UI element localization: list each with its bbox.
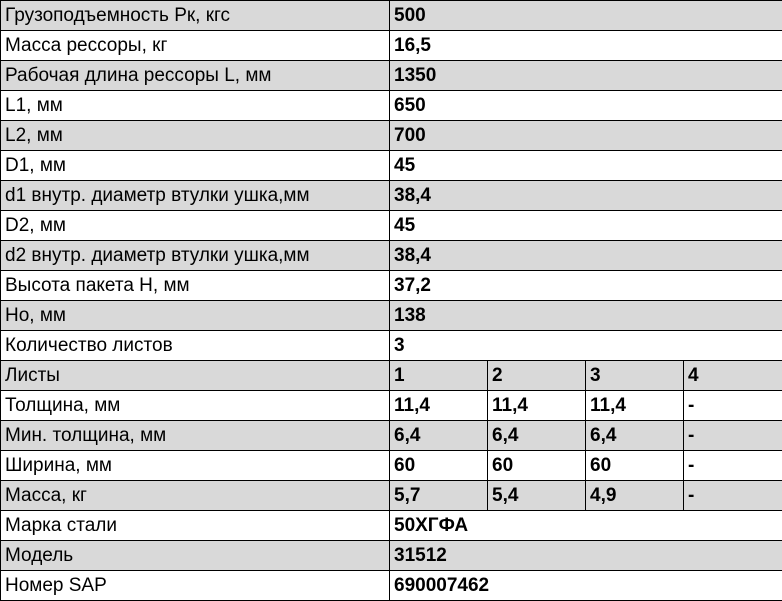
row-value: 45 [390, 211, 782, 241]
table-row [1, 91, 782, 121]
leaf-cell: 60 [586, 451, 684, 481]
leaf-column-header: 4 [684, 361, 782, 391]
leaves-header-row [1, 361, 782, 391]
row-label: Марка стали [1, 511, 390, 541]
row-label: D1, мм [1, 151, 390, 181]
leaf-cell: - [684, 391, 782, 421]
table-row [1, 1, 782, 31]
row-value: 690007462 [390, 571, 782, 601]
row-label: Толщина, мм [1, 391, 390, 421]
leaf-column-header: 1 [390, 361, 488, 391]
leaf-cell: 5,7 [390, 481, 488, 511]
row-label: Грузоподъемность Рк, кгс [1, 1, 390, 31]
row-value: 16,5 [390, 31, 782, 61]
row-label: Модель [1, 541, 390, 571]
leaf-row-min-thickness [1, 421, 782, 451]
leaf-cell: 6,4 [586, 421, 684, 451]
table-row [1, 241, 782, 271]
leaf-cell: 60 [488, 451, 586, 481]
leaf-cell: - [684, 481, 782, 511]
row-value: 3 [390, 331, 782, 361]
table-row [1, 121, 782, 151]
table-row [1, 541, 782, 571]
table-row [1, 331, 782, 361]
leaf-column-header: 2 [488, 361, 586, 391]
leaf-row-mass [1, 481, 782, 511]
leaf-cell: - [684, 421, 782, 451]
row-label: Высота пакета Н, мм [1, 271, 390, 301]
row-label: Номер SAP [1, 571, 390, 601]
row-label: L2, мм [1, 121, 390, 151]
row-value: 1350 [390, 61, 782, 91]
table-row [1, 271, 782, 301]
row-value: 500 [390, 1, 782, 31]
row-value: 700 [390, 121, 782, 151]
row-value: 37,2 [390, 271, 782, 301]
row-label: D2, мм [1, 211, 390, 241]
leaf-cell: - [684, 451, 782, 481]
row-value: 45 [390, 151, 782, 181]
row-value: 38,4 [390, 181, 782, 211]
row-label: d1 внутр. диаметр втулки ушка,мм [1, 181, 390, 211]
row-value: 38,4 [390, 241, 782, 271]
row-value: 50ХГФА [390, 511, 782, 541]
row-label: Но, мм [1, 301, 390, 331]
table-row [1, 61, 782, 91]
row-label: d2 внутр. диаметр втулки ушка,мм [1, 241, 390, 271]
leaf-column-header: 3 [586, 361, 684, 391]
row-label: Мин. толщина, мм [1, 421, 390, 451]
table-row [1, 571, 782, 601]
table-row [1, 31, 782, 61]
row-label: Масса рессоры, кг [1, 31, 390, 61]
table-row [1, 181, 782, 211]
leaf-row-thickness [1, 391, 782, 421]
leaf-cell: 6,4 [390, 421, 488, 451]
leaves-header-label: Листы [1, 361, 390, 391]
leaf-cell: 60 [390, 451, 488, 481]
leaf-cell: 5,4 [488, 481, 586, 511]
row-label: Рабочая длина рессоры L, мм [1, 61, 390, 91]
leaf-cell: 11,4 [488, 391, 586, 421]
row-label: Количество листов [1, 331, 390, 361]
table-row [1, 211, 782, 241]
leaf-cell: 6,4 [488, 421, 586, 451]
row-label: Ширина, мм [1, 451, 390, 481]
row-value: 31512 [390, 541, 782, 571]
table-row [1, 301, 782, 331]
leaf-row-width [1, 451, 782, 481]
leaf-cell: 11,4 [390, 391, 488, 421]
table-row [1, 511, 782, 541]
leaf-cell: 11,4 [586, 391, 684, 421]
leaf-cell: 4,9 [586, 481, 684, 511]
row-label: L1, мм [1, 91, 390, 121]
row-label: Масса, кг [1, 481, 390, 511]
table-row [1, 151, 782, 181]
row-value: 650 [390, 91, 782, 121]
row-value: 138 [390, 301, 782, 331]
